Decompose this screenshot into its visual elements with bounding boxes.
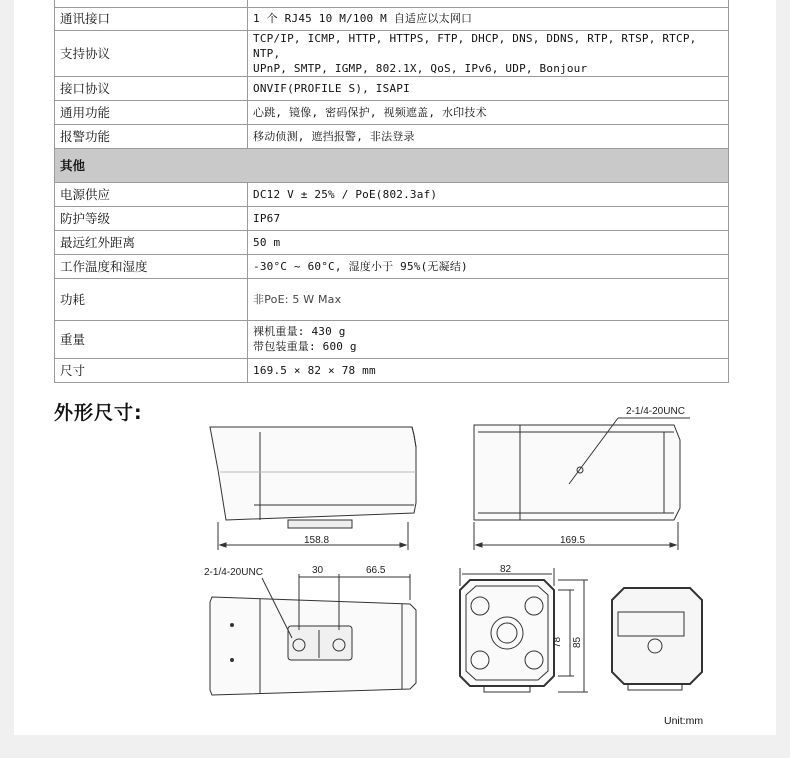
spec-value-line: 1 个 RJ45 10 M/100 M 自适应以太网口 xyxy=(253,12,473,25)
side-length-label: 158.8 xyxy=(304,535,330,546)
spec-value-line: IP67 xyxy=(253,211,281,225)
front-view-drawing xyxy=(460,568,588,692)
front-width-label: 82 xyxy=(500,564,512,575)
spec-key: 电源供应 xyxy=(55,182,248,206)
dimensions-title: 外形尺寸: xyxy=(54,402,143,424)
spec-value-line: UPnP, SMTP, IGMP, 802.1X, QoS, IPv6, UDP, Bonjour xyxy=(253,61,588,75)
spec-key: 功耗 xyxy=(55,278,248,320)
top-view-drawing xyxy=(474,418,690,550)
spec-key: 防护等级 xyxy=(55,206,248,230)
top-length-label: 169.5 xyxy=(560,535,586,546)
front-height-inner-label: 78 xyxy=(552,636,563,648)
dimension-drawings xyxy=(14,0,776,735)
thread-top-label: 2-1/4-20UNC xyxy=(626,406,685,417)
spec-value-line: 带包装重量: 600 g xyxy=(253,340,357,353)
spec-value-line: 非PoE: 5 W Max xyxy=(253,292,342,306)
bottom-view-drawing xyxy=(210,574,416,695)
spec-key: 通讯接口 xyxy=(55,7,248,30)
spec-key: 重量 xyxy=(55,320,248,358)
spec-value-line: 50 m xyxy=(253,235,281,249)
spec-sheet xyxy=(14,0,776,735)
spec-value-line: 裸机重量: 430 g xyxy=(253,325,346,338)
spec-key: 最远红外距离 xyxy=(55,230,248,254)
spec-key: 报警功能 xyxy=(55,124,248,148)
spec-value-line: -30°C ~ 60°C, 湿度小于 95%(无凝结) xyxy=(253,259,468,273)
spec-key: 工作温度和湿度 xyxy=(55,254,248,278)
spec-value-line: 心跳, 镜像, 密码保护, 视频遮盖, 水印技术 xyxy=(253,105,487,119)
hole-spacing-label: 30 xyxy=(312,565,324,576)
spec-key: 接口协议 xyxy=(55,76,248,100)
spec-value-line: 移动侦测, 遮挡报警, 非法登录 xyxy=(253,129,415,143)
spec-value-line: DC12 V ± 25% / PoE(802.3af) xyxy=(253,187,438,201)
spec-key: 尺寸 xyxy=(55,358,248,382)
spec-value-line: 169.5 × 82 × 78 mm xyxy=(253,363,376,377)
spec-key: 支持协议 xyxy=(55,30,248,76)
spec-key: 通用功能 xyxy=(55,100,248,124)
front-height-outer-label: 85 xyxy=(572,636,583,648)
back-view-drawing xyxy=(612,588,702,690)
spec-value-line: ONVIF(PROFILE S), ISAPI xyxy=(253,81,410,95)
thread-bottom-label: 2-1/4-20UNC xyxy=(204,567,263,578)
section-header: 其他 xyxy=(55,148,729,182)
side-view-drawing xyxy=(210,427,416,550)
unit-label: Unit:mm xyxy=(664,715,704,727)
spec-value-line: TCP/IP, ICMP, HTTP, HTTPS, FTP, DHCP, DNS, DDNS, RTP, RTSP, RTCP, NTP, xyxy=(253,31,697,60)
hole-offset-label: 66.5 xyxy=(366,565,386,576)
